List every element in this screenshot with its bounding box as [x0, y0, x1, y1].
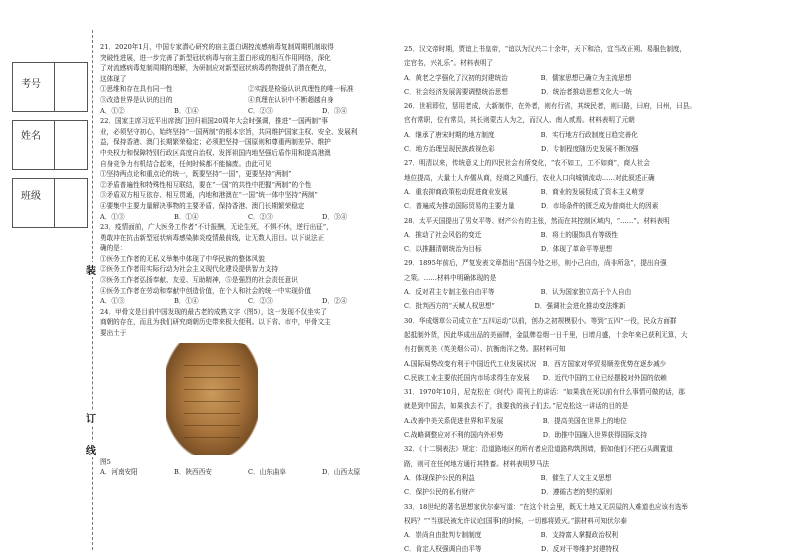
- question-line: 28．太平天国提出了男女平等、财产公有的主张，然而在其控制区域内，“……”。材料表明: [404, 216, 670, 225]
- question-line: C．普遍成为推动国际贸易的主要力量 D．市场条件的匮乏成为普商壮大的因素: [404, 202, 659, 211]
- class-label: 班级: [21, 191, 41, 202]
- question-24: [100, 307, 396, 478]
- question-line: 30．华成烟草公司成立在“五四运动”以前，创办之初规模很小。等到“五四”一役，民众方面群: [404, 316, 677, 325]
- question-text: 商朝的存在，而且为我们研究商朝历史带来极大便利。以下省、市中，甲骨文主: [100, 318, 331, 327]
- question-line: A．重农抑商政策松动促进商业发展 B．商业的发展促成了资本主义萌芽: [404, 187, 645, 196]
- question-text: 业，必须坚守初心，始终坚持“一国两制”的根本宗旨，共同维护国家主权、安全、发展利: [100, 127, 358, 136]
- choice-c: C．②③: [248, 297, 273, 306]
- choice-a: A．①③: [100, 297, 125, 306]
- option-statement: ②医务工作者用实际行动为社会主义现代化建设提供智力支持: [100, 265, 279, 274]
- question-line: C.战略调整应对不利的国内外形势 D．助推中国融入世界获得国际支持: [404, 431, 647, 440]
- question-text: 要出土于: [100, 329, 127, 338]
- option-statement: ①思维和存在具有同一性: [100, 85, 173, 94]
- class-box: [12, 178, 88, 228]
- option-statement: ③矛盾双方相互依存、相互贯通，内地和港澳在“一国”统一体中坚持“两制”: [100, 191, 318, 200]
- choice-d: D．③④: [322, 106, 348, 115]
- binding-char-3: 线: [86, 442, 96, 457]
- question-text: 21．2020年1月，中国专家潜心研究的宿主蛋白调控流感病毒复制周期机制取得: [100, 43, 334, 51]
- choice-b: B．①④: [174, 297, 199, 306]
- question-line: A．崇尚自由批判专制制度 B．支持富人掌握政治权利: [404, 531, 619, 540]
- choice-a: A．①③: [100, 212, 125, 221]
- question-text: 突破性进展，进一步完善了新型冠状病毒与宿主蛋白形成的相互作用网络，深化: [100, 53, 331, 62]
- question-line: 权吗？”“当那民被允许议论[国事]的时候，一切都将毁灭。”据材料可知伏尔泰: [404, 516, 627, 525]
- choice-b: B．陕西西安: [174, 468, 212, 477]
- choice-a: A．①②: [100, 106, 125, 115]
- question-line: 32．《十二铜表法》规定：沿道路地区的所有者应沿道路构筑围墙，假如他们不把石头踢置道: [404, 445, 673, 454]
- left-column: [100, 42, 396, 478]
- question-line: C．地方治理呈现民族歧视色彩 D．专制程度随历史发展不断加强: [404, 145, 639, 154]
- question-line: 33．18世纪的著名思想家伏尔泰写道：“在这个社会里，既无土地又无居屋的人难道也应该有选举: [404, 502, 688, 511]
- choice-c: C．②③: [248, 106, 273, 115]
- question-line: 起抵制外货，因此华成出品的美丽牌，金鼠牌卷烟一日千里，日增月盛，十余年来已获利无算，大: [404, 330, 688, 339]
- question-line: C．肯定人权强调自由平等 D．反对干等维护封建特权: [404, 545, 619, 554]
- question-21: [100, 42, 396, 116]
- question-line: 之策。……材料中明确体现的是: [404, 273, 497, 282]
- question-line: 25．汉文帝时期，贾谊上书皇帝，“谊以为汉兴二十余年，天下和洽，宜当改正朔、易服色制度，: [404, 45, 687, 53]
- question-line: 有打倒英美（英美烟公司）、抗衡南洋之势。据材料可知: [404, 345, 566, 354]
- question-line: A.改善中美关系促进世界和平发展 B．提高美国在世界上的地位: [404, 416, 627, 425]
- option-statement: ④医务工作者在劳动和奉献中创造价值，在个人和社会的统一中实现价值: [100, 286, 311, 295]
- exam-number-field[interactable]: [54, 63, 87, 111]
- question-text: 中央权力和保障特别行政区高度自治权、发挥祖国内地坚强后盾作用和提高港澳: [100, 148, 331, 157]
- question-text: 确的是：: [100, 244, 127, 253]
- figure-caption: 图5: [100, 457, 111, 466]
- question-line: 地位提高，大量士人弃儒从商，经商之风盛行，农业人口向城镇流动……对此叙述正确: [404, 173, 655, 182]
- question-line: 31．1970年10月，尼克松在《时代》周刊上的讲话：“如果我在死以前有什么事情可做的话，那: [404, 388, 685, 397]
- question-line: A．反对君主专制主张自由平等 B．认为国家独立高于个人自由: [404, 288, 632, 297]
- option-statement: ③医务工作者弘扬奉献、友爱、互助精神，⑤是强烈的社会责任意识: [100, 276, 298, 285]
- choice-d: D．山西太原: [322, 468, 361, 477]
- right-column: [404, 42, 786, 557]
- name-box: [12, 120, 88, 170]
- choice-b: B．①④: [174, 106, 199, 115]
- option-statement: ①医务工作者的无私义举集中体现了中华民族的整体风貌: [100, 254, 265, 263]
- question-text: 22．国家主席习近平出席澳门回归祖国20周年大会时强调，推进“一国两制”事: [100, 117, 328, 126]
- choice-c: C．山东曲阜: [248, 468, 287, 477]
- question-text: 23．疫情面前，广大医务工作者“不计报酬，无论生死，不惧不休，逆行出征”，: [100, 223, 333, 232]
- question-line: 26．世祖即位，惩用老成，大新制作，在外者，则有行省，其统民者，则曰路，曰府，曰州，曰县。: [404, 102, 696, 111]
- option-statement: ④真理在认识中不断超越自身: [248, 95, 334, 104]
- question-text: 勇敢冲在抗击新型冠状病毒感染肺炎疫情最前线，让无数人泪目。以下说法正: [100, 233, 325, 242]
- binding-char-2: 订: [86, 410, 96, 425]
- question-text: 24．甲骨文是目前中国发现的最古老的成熟文字（图5），这一发现不仅坐实了: [100, 307, 327, 316]
- question-line: A．继承了唐宋时期的地方制度 B．实行地方行政制度日趋完善化: [404, 130, 638, 139]
- question-line: 定官名，兴礼乐”。材料表明了: [404, 59, 494, 68]
- option-statement: ②实践是检验认识真理性的唯一标准: [248, 85, 354, 94]
- binding-char-1: 装: [86, 262, 96, 277]
- name-field[interactable]: [54, 121, 87, 169]
- question-line: A.国际局势改变有利于中国近代工业发展状况 B．西方国家对华贸易顺差优势在逐步减少: [404, 359, 667, 368]
- question-line: A．体现保护公民的利益 B．催生了人文主义思想: [404, 473, 612, 482]
- question-22: [100, 116, 396, 222]
- question-line: 27．明清以来，传统意义上的四民社会有所变化，“农不如工，工不如商”，商人社会: [404, 159, 650, 168]
- exam-number-label: 考号: [21, 79, 41, 90]
- choice-c: C．②③: [248, 212, 273, 221]
- question-text: 自身竞争力有机结合起来，任何时候都不能偏废。由此可见: [100, 159, 272, 168]
- question-text: 这体现了: [100, 74, 127, 83]
- choice-d: D．②④: [322, 297, 348, 306]
- question-line: 29．1895年前后，严复发表文章指出“吾国今处之形，则小己自由，尚非所急”，提出自强: [404, 259, 667, 268]
- question-line: C．以推翻清朝统治为目标 D．体现了革命平等思想: [404, 245, 613, 254]
- question-text: 益，保持香港、澳门长期繁荣稳定；必须把坚持一国原则和尊重两制差异、维护: [100, 138, 331, 147]
- class-field[interactable]: [54, 179, 87, 227]
- option-statement: ①坚持两点论和重点论的统一，既要坚持“一国”，更要坚持“两制”: [100, 170, 292, 179]
- question-text: 了对流感病毒复制周期的理解，为研制应对新型冠状病毒药物提供了潜在靶点，: [100, 64, 331, 73]
- binding-strip: [0, 0, 92, 560]
- question-line: C．社会经济发展需要调整统治思想 D．统治者推动思想文化大一统: [404, 87, 632, 96]
- question-line: A．推动了社会风俗的变迁 B．将士的服饰具有等级性: [404, 230, 619, 239]
- question-line: C.民族工业主要依托国内市场求得生存发展 D．近代中国的工业已经摆脱对外国的依赖: [404, 373, 667, 382]
- name-label: 姓名: [21, 131, 41, 142]
- question-line: A．黄老之学强化了汉初的封建统治 B．儒家思想已确立为主流思想: [404, 73, 632, 82]
- exam-number-box: [12, 62, 88, 112]
- question-23: [100, 222, 396, 307]
- question-line: 就是到中国去，如果我去不了，我要我的孩子们去。”尼克松这一讲话的目的是: [404, 402, 629, 411]
- question-line: C．批判西方的“天赋人权思想” D．强调社会进化推动变法维新: [404, 302, 626, 311]
- question-line: 路，则可在任何地方通行其牲畜。材料表明罗马法: [404, 459, 550, 468]
- oracle-bone-image: [166, 343, 258, 455]
- option-statement: ④要集中主要力量解决事物的主要矛盾，保持香港、澳门长期繁荣稳定: [100, 201, 305, 210]
- binding-line: [92, 30, 93, 550]
- choice-b: B．①④: [174, 212, 199, 221]
- question-line: 官有常职，位有常员，其长则蒙古人为之，而汉人、南人贰焉。材料表明了元朝: [404, 116, 635, 125]
- choice-a: A．河南安阳: [100, 468, 138, 477]
- option-statement: ③改造世界是认识的目的: [100, 95, 173, 104]
- question-line: C．保护公民的私有财产 D．遵循古老的契约原则: [404, 488, 613, 497]
- choice-d: D．③④: [322, 212, 348, 221]
- option-statement: ②矛盾普遍性和特殊性相互联结，要在“一国”的共性中把握“两制”的个性: [100, 180, 312, 189]
